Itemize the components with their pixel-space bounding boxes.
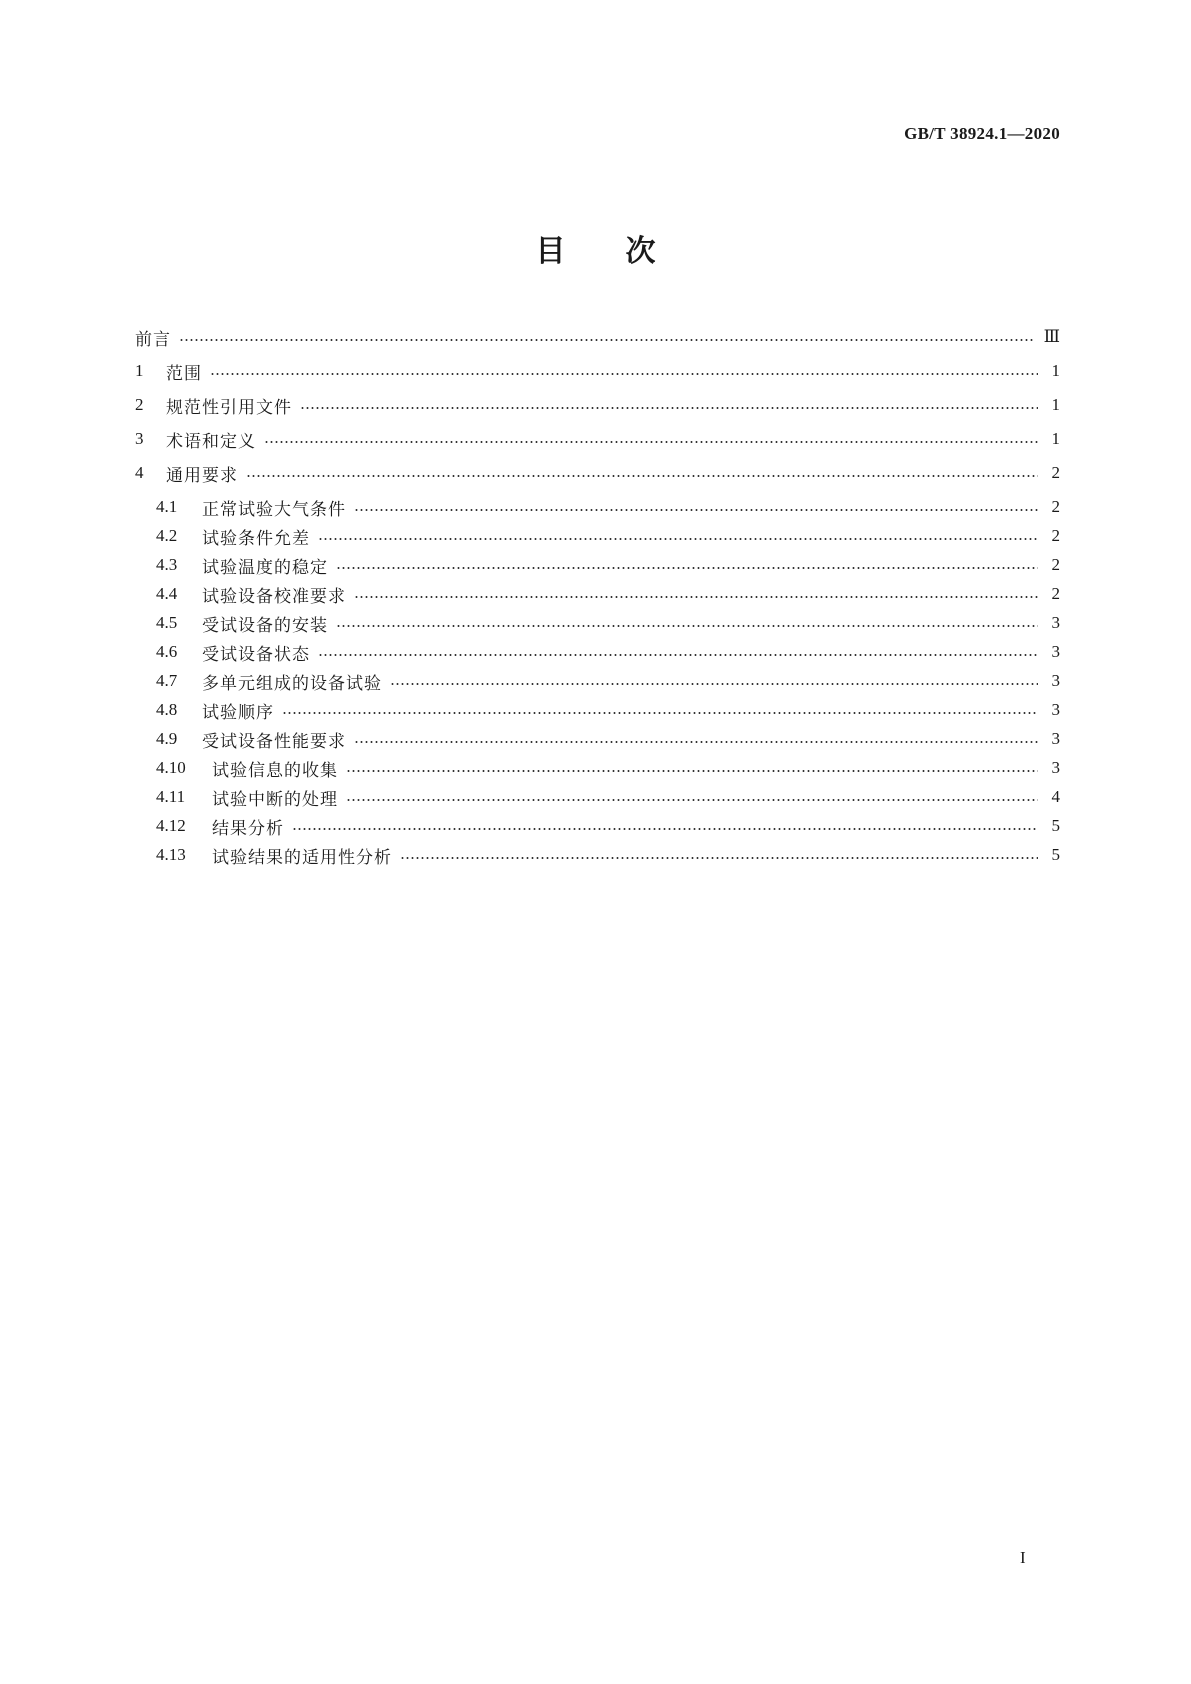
toc-leader-dots [346,770,1038,772]
toc-entry-label: 试验结果的适用性分析 [212,847,392,868]
toc-entry-page: 1 [1051,429,1060,448]
toc-leader-dots [318,654,1038,656]
toc-entry-label: 受试设备状态 [202,644,310,665]
toc-entry-page: 1 [1051,395,1060,414]
toc-entry-number: 4.6 [156,642,178,661]
toc-entry-label: 受试设备的安装 [202,615,328,636]
toc-entry-4-5[interactable] [156,610,1060,636]
toc-entry-number: 4 [135,463,144,482]
toc-leader-dots [318,538,1038,540]
toc-entry-page: 4 [1051,787,1060,806]
toc-entry-label: 试验中断的处理 [212,789,338,810]
toc-entry-number: 4.3 [156,555,178,574]
toc-entry-4-7[interactable] [156,668,1060,694]
toc-entry-page: 2 [1051,526,1060,545]
toc-entry-page: 3 [1051,613,1060,632]
toc-entry-number: 4.4 [156,584,178,603]
toc-entry-number: 3 [135,429,144,448]
toc-leader-dots [336,567,1038,569]
toc-entry-page: 1 [1051,361,1060,380]
toc-leader-dots [354,596,1038,598]
toc-entry-number: 4.5 [156,613,178,632]
toc-entry-label: 多单元组成的设备试验 [202,673,382,694]
toc-entry-page: 2 [1051,555,1060,574]
toc-entry-4-11[interactable] [156,784,1060,810]
toc-leader-dots [179,339,1034,341]
toc-entry-label: 受试设备性能要求 [202,731,346,752]
toc-entry-label: 前言 [135,329,171,350]
toc-entry-number: 2 [135,395,144,414]
toc-entry-page: 3 [1051,700,1060,719]
toc-entry-4-8[interactable] [156,697,1060,723]
toc-entry-page: 5 [1051,816,1060,835]
toc-entry-label: 范围 [166,363,202,384]
toc-entry-4-13[interactable] [156,842,1060,868]
toc-entry-number: 4.11 [156,787,186,806]
toc-leader-dots [354,509,1038,511]
toc-entry-4-9[interactable] [156,726,1060,752]
toc-leader-dots [282,712,1038,714]
toc-entry-label: 通用要求 [166,465,238,486]
standard-code: GB/T 38924.1—2020 [904,124,1060,143]
toc-entry-2[interactable] [135,392,1060,418]
toc-entry-page: 2 [1051,463,1060,482]
toc-entry-4-1[interactable] [156,494,1060,520]
toc-title: 目次 [535,234,716,269]
toc-entry-label: 试验信息的收集 [212,760,338,781]
toc-entry-page: 3 [1051,758,1060,777]
toc-entry-4[interactable] [135,460,1060,486]
toc-entry-number: 4.1 [156,497,178,516]
toc-entry-4-4[interactable] [156,581,1060,607]
toc-entry-label: 试验温度的稳定 [202,557,328,578]
toc-entry-label: 术语和定义 [166,431,256,452]
toc-leader-dots [346,799,1038,801]
toc-leader-dots [210,373,1038,375]
toc-entry-page: 3 [1051,642,1060,661]
toc-entry-preface[interactable] [135,324,1060,350]
toc-entry-number: 4.10 [156,758,186,777]
toc-entry-page: Ⅲ [1043,327,1060,346]
toc-entry-number: 4.13 [156,845,186,864]
toc-entry-number: 4.2 [156,526,178,545]
toc-entry-4-2[interactable] [156,523,1060,549]
toc-leader-dots [336,625,1038,627]
toc-entry-4-3[interactable] [156,552,1060,578]
toc-leader-dots [300,407,1038,409]
toc-entry-1[interactable] [135,358,1060,384]
toc-entry-page: 2 [1051,497,1060,516]
toc-entry-4-12[interactable] [156,813,1060,839]
toc-leader-dots [292,828,1038,830]
toc-entry-page: 3 [1051,671,1060,690]
toc-entry-page: 5 [1051,845,1060,864]
toc-leader-dots [390,683,1038,685]
toc-entry-4-6[interactable] [156,639,1060,665]
toc-entry-number: 4.12 [156,816,186,835]
toc-entry-number: 4.8 [156,700,178,719]
toc-entry-label: 试验设备校准要求 [202,586,346,607]
toc-entry-label: 试验顺序 [202,702,274,723]
toc-entry-label: 规范性引用文件 [166,397,292,418]
toc-leader-dots [400,857,1038,859]
toc-entry-page: 2 [1051,584,1060,603]
toc-leader-dots [264,441,1038,443]
toc-entry-4-10[interactable] [156,755,1060,781]
toc-leader-dots [354,741,1038,743]
toc-entry-3[interactable] [135,426,1060,452]
toc-entry-number: 1 [135,361,144,380]
page-number: I [1020,1548,1026,1567]
toc-entry-label: 正常试验大气条件 [202,499,346,520]
toc-entry-label: 结果分析 [212,818,284,839]
toc-entry-number: 4.7 [156,671,178,690]
toc-entry-label: 试验条件允差 [202,528,310,549]
toc-leader-dots [246,475,1038,477]
toc-entry-number: 4.9 [156,729,178,748]
toc-entry-page: 3 [1051,729,1060,748]
